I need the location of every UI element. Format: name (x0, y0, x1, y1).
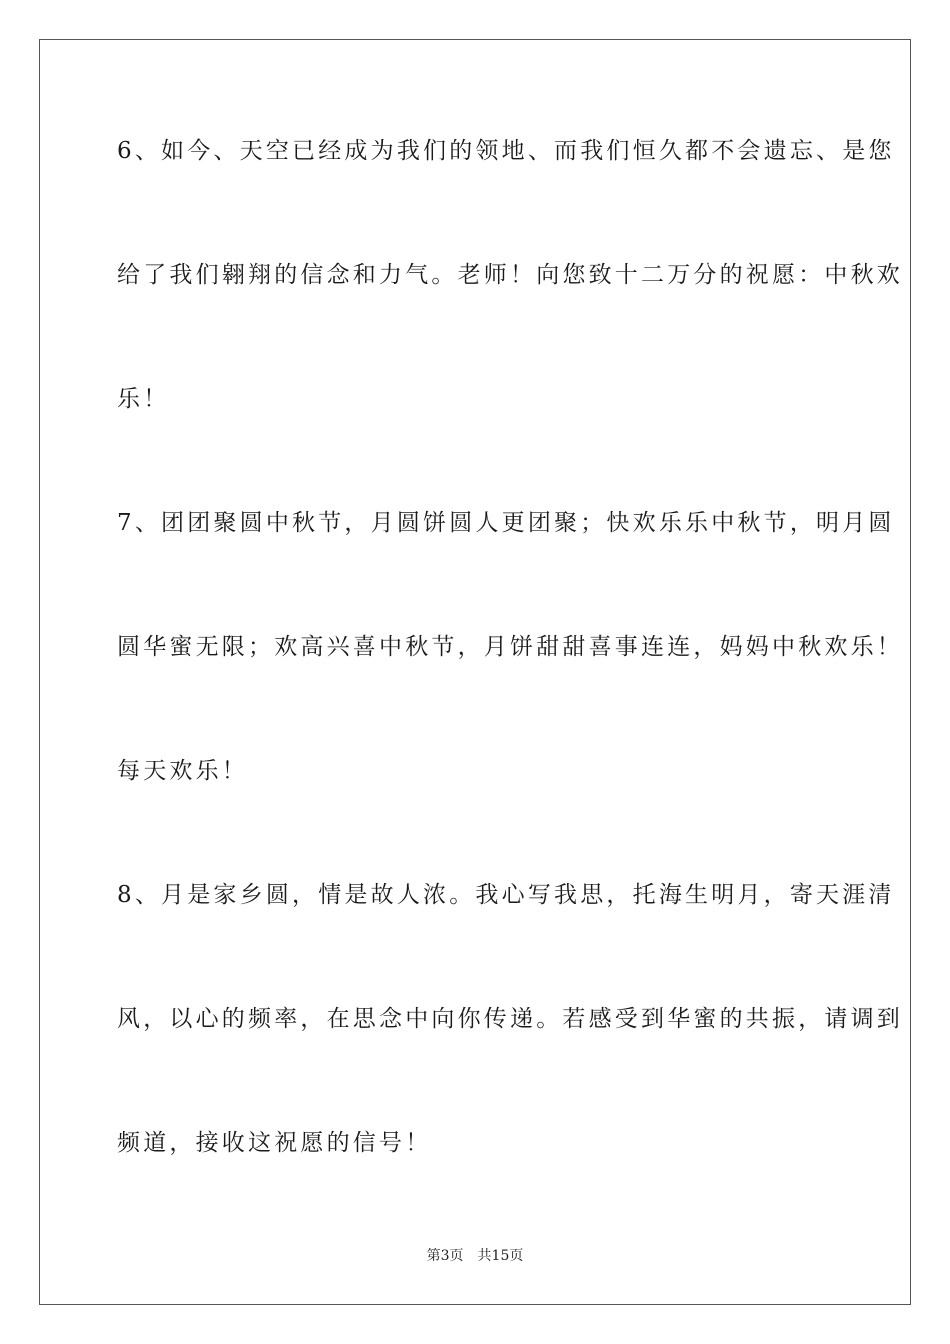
paragraph-line: 风，以心的频率，在思念中向你传递。若感受到华蜜的共振，请调到 (117, 1006, 903, 1032)
page-footer (0, 1247, 950, 1265)
paragraph-line: 6、如今、天空已经成为我们的领地、而我们恒久都不会遗忘、是您 (117, 138, 895, 164)
page-border (39, 39, 911, 1305)
paragraph-line: 每天欢乐！ (117, 758, 248, 784)
paragraph-line: 乐！ (117, 386, 170, 412)
paragraph-line: 7、团团聚圆中秋节，月圆饼圆人更团聚；快欢乐乐中秋节，明月圆 (117, 510, 895, 536)
paragraph-line: 频道，接收这祝愿的信号！ (117, 1130, 432, 1156)
paragraph-line: 给了我们翱翔的信念和力气。老师！向您致十二万分的祝愿：中秋欢 (117, 262, 903, 288)
page-number: 第3页 (426, 1248, 464, 1264)
paragraph-line: 8、月是家乡圆，情是故人浓。我心写我思，托海生明月，寄天涯清 (117, 882, 895, 908)
page-total: 共15页 (477, 1248, 524, 1264)
paragraph-line: 圆华蜜无限；欢高兴喜中秋节，月饼甜甜喜事连连，妈妈中秋欢乐！ (117, 634, 903, 660)
